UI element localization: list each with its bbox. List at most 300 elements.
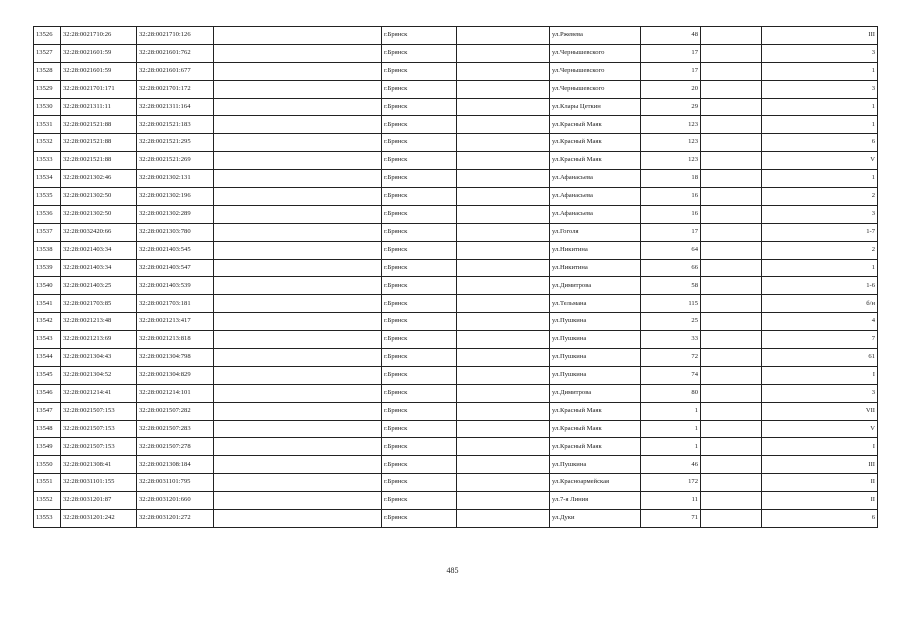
object-cadastral-number-cell: 32:28:0021214:101	[137, 384, 214, 402]
empty-cell	[457, 44, 550, 62]
row-number-cell: 13547	[34, 402, 61, 420]
empty-cell	[457, 349, 550, 367]
empty-cell	[457, 366, 550, 384]
object-cadastral-number-cell: 32:28:0021403:539	[137, 277, 214, 295]
row-number-cell: 13542	[34, 313, 61, 331]
empty-cell	[701, 223, 762, 241]
city-cell: г.Брянск	[382, 223, 457, 241]
house-number-cell: 123	[641, 116, 701, 134]
row-number-cell: 13545	[34, 366, 61, 384]
empty-cell	[214, 456, 382, 474]
table-row	[34, 134, 878, 152]
house-number-cell: 48	[641, 27, 701, 45]
row-number-cell: 13551	[34, 474, 61, 492]
street-cell: ул.Афанасьева	[550, 205, 641, 223]
empty-cell	[457, 510, 550, 528]
house-number-cell: 74	[641, 366, 701, 384]
building-cell: 3	[762, 44, 878, 62]
land-cadastral-number-cell: 32:28:0021311:11	[61, 98, 137, 116]
empty-cell	[701, 510, 762, 528]
object-cadastral-number-cell: 32:28:0031101:795	[137, 474, 214, 492]
object-cadastral-number-cell: 32:28:0021403:547	[137, 259, 214, 277]
table-row	[34, 492, 878, 510]
empty-cell	[701, 402, 762, 420]
property-registry-table	[33, 26, 878, 528]
city-cell: г.Брянск	[382, 349, 457, 367]
object-cadastral-number-cell: 32:28:0021302:131	[137, 170, 214, 188]
empty-cell	[214, 170, 382, 188]
street-cell: ул.Красный Маяк	[550, 438, 641, 456]
street-cell: ул.Красный Маяк	[550, 134, 641, 152]
empty-cell	[701, 27, 762, 45]
city-cell: г.Брянск	[382, 259, 457, 277]
object-cadastral-number-cell: 32:28:0021304:829	[137, 366, 214, 384]
street-cell: ул.7-я Линия	[550, 492, 641, 510]
house-number-cell: 18	[641, 170, 701, 188]
empty-cell	[457, 80, 550, 98]
city-cell: г.Брянск	[382, 492, 457, 510]
city-cell: г.Брянск	[382, 116, 457, 134]
street-cell: ул.Димитрова	[550, 384, 641, 402]
empty-cell	[214, 98, 382, 116]
house-number-cell: 71	[641, 510, 701, 528]
land-cadastral-number-cell: 32:28:0021521:88	[61, 116, 137, 134]
city-cell: г.Брянск	[382, 27, 457, 45]
empty-cell	[457, 295, 550, 313]
row-number-cell: 13550	[34, 456, 61, 474]
city-cell: г.Брянск	[382, 474, 457, 492]
empty-cell	[701, 259, 762, 277]
land-cadastral-number-cell: 32:28:0031201:87	[61, 492, 137, 510]
street-cell: ул.Красный Маяк	[550, 402, 641, 420]
empty-cell	[214, 402, 382, 420]
house-number-cell: 20	[641, 80, 701, 98]
empty-cell	[214, 188, 382, 206]
city-cell: г.Брянск	[382, 456, 457, 474]
row-number-cell: 13530	[34, 98, 61, 116]
empty-cell	[701, 134, 762, 152]
street-cell: ул.Димитрова	[550, 277, 641, 295]
building-cell: V	[762, 420, 878, 438]
row-number-cell: 13552	[34, 492, 61, 510]
empty-cell	[701, 438, 762, 456]
street-cell: ул.Красный Маяк	[550, 152, 641, 170]
land-cadastral-number-cell: 32:28:0021302:50	[61, 188, 137, 206]
table-row	[34, 402, 878, 420]
land-cadastral-number-cell: 32:28:0021507:153	[61, 402, 137, 420]
empty-cell	[457, 384, 550, 402]
land-cadastral-number-cell: 32:28:0021601:59	[61, 62, 137, 80]
land-cadastral-number-cell: 32:28:0021701:171	[61, 80, 137, 98]
table-row	[34, 474, 878, 492]
empty-cell	[214, 152, 382, 170]
row-number-cell: 13553	[34, 510, 61, 528]
page-number: 485	[446, 566, 459, 575]
empty-cell	[701, 241, 762, 259]
empty-cell	[457, 259, 550, 277]
city-cell: г.Брянск	[382, 80, 457, 98]
empty-cell	[701, 366, 762, 384]
city-cell: г.Брянск	[382, 205, 457, 223]
empty-cell	[457, 456, 550, 474]
table-body	[34, 27, 878, 528]
table-row	[34, 366, 878, 384]
empty-cell	[457, 170, 550, 188]
object-cadastral-number-cell: 32:28:0021701:172	[137, 80, 214, 98]
object-cadastral-number-cell: 32:28:0021507:283	[137, 420, 214, 438]
empty-cell	[701, 44, 762, 62]
row-number-cell: 13544	[34, 349, 61, 367]
street-cell: ул.Пушкина	[550, 313, 641, 331]
house-number-cell: 123	[641, 152, 701, 170]
land-cadastral-number-cell: 32:28:0032420:66	[61, 223, 137, 241]
empty-cell	[701, 188, 762, 206]
city-cell: г.Брянск	[382, 134, 457, 152]
empty-cell	[701, 474, 762, 492]
house-number-cell: 172	[641, 474, 701, 492]
table-row	[34, 98, 878, 116]
object-cadastral-number-cell: 32:28:0021308:184	[137, 456, 214, 474]
object-cadastral-number-cell: 32:28:0021403:545	[137, 241, 214, 259]
house-number-cell: 123	[641, 134, 701, 152]
house-number-cell: 72	[641, 349, 701, 367]
land-cadastral-number-cell: 32:28:0021302:46	[61, 170, 137, 188]
house-number-cell: 11	[641, 492, 701, 510]
street-cell: ул.Афанасьева	[550, 188, 641, 206]
empty-cell	[701, 331, 762, 349]
empty-cell	[457, 331, 550, 349]
empty-cell	[701, 98, 762, 116]
empty-cell	[214, 295, 382, 313]
object-cadastral-number-cell: 32:28:0021302:196	[137, 188, 214, 206]
empty-cell	[701, 313, 762, 331]
house-number-cell: 66	[641, 259, 701, 277]
house-number-cell: 17	[641, 223, 701, 241]
house-number-cell: 115	[641, 295, 701, 313]
empty-cell	[457, 438, 550, 456]
empty-cell	[457, 205, 550, 223]
table-row	[34, 80, 878, 98]
building-cell: 1	[762, 259, 878, 277]
empty-cell	[457, 98, 550, 116]
table-row	[34, 116, 878, 134]
empty-cell	[701, 205, 762, 223]
house-number-cell: 80	[641, 384, 701, 402]
empty-cell	[701, 277, 762, 295]
city-cell: г.Брянск	[382, 402, 457, 420]
object-cadastral-number-cell: 32:28:0021703:181	[137, 295, 214, 313]
house-number-cell: 17	[641, 62, 701, 80]
empty-cell	[701, 62, 762, 80]
city-cell: г.Брянск	[382, 241, 457, 259]
row-number-cell: 13534	[34, 170, 61, 188]
house-number-cell: 29	[641, 98, 701, 116]
empty-cell	[457, 116, 550, 134]
house-number-cell: 16	[641, 205, 701, 223]
land-cadastral-number-cell: 32:28:0021507:153	[61, 420, 137, 438]
table-row	[34, 313, 878, 331]
house-number-cell: 17	[641, 44, 701, 62]
empty-cell	[214, 438, 382, 456]
empty-cell	[214, 134, 382, 152]
building-cell: II	[762, 492, 878, 510]
row-number-cell: 13549	[34, 438, 61, 456]
empty-cell	[701, 420, 762, 438]
building-cell: III	[762, 27, 878, 45]
house-number-cell: 64	[641, 241, 701, 259]
object-cadastral-number-cell: 32:28:0021302:289	[137, 205, 214, 223]
empty-cell	[214, 349, 382, 367]
empty-cell	[701, 349, 762, 367]
building-cell: б/н	[762, 295, 878, 313]
object-cadastral-number-cell: 32:28:0021601:677	[137, 62, 214, 80]
table-row	[34, 420, 878, 438]
table-row	[34, 27, 878, 45]
empty-cell	[701, 170, 762, 188]
empty-cell	[214, 384, 382, 402]
land-cadastral-number-cell: 32:28:0021601:59	[61, 44, 137, 62]
object-cadastral-number-cell: 32:28:0021601:762	[137, 44, 214, 62]
row-number-cell: 13529	[34, 80, 61, 98]
empty-cell	[457, 188, 550, 206]
building-cell: I	[762, 366, 878, 384]
table-row	[34, 331, 878, 349]
building-cell: 1	[762, 116, 878, 134]
land-cadastral-number-cell: 32:28:0021302:50	[61, 205, 137, 223]
row-number-cell: 13540	[34, 277, 61, 295]
empty-cell	[214, 116, 382, 134]
table-row	[34, 188, 878, 206]
city-cell: г.Брянск	[382, 295, 457, 313]
object-cadastral-number-cell: 32:28:0021304:798	[137, 349, 214, 367]
land-cadastral-number-cell: 32:28:0021703:85	[61, 295, 137, 313]
building-cell: 1	[762, 62, 878, 80]
house-number-cell: 1	[641, 438, 701, 456]
street-cell: ул.Никитина	[550, 241, 641, 259]
object-cadastral-number-cell: 32:28:0031201:660	[137, 492, 214, 510]
building-cell: 3	[762, 384, 878, 402]
table-row	[34, 152, 878, 170]
row-number-cell: 13548	[34, 420, 61, 438]
table-row	[34, 205, 878, 223]
empty-cell	[701, 456, 762, 474]
empty-cell	[457, 420, 550, 438]
empty-cell	[214, 277, 382, 295]
building-cell: 1	[762, 98, 878, 116]
street-cell: ул.Красный Маяк	[550, 116, 641, 134]
empty-cell	[457, 62, 550, 80]
empty-cell	[457, 492, 550, 510]
building-cell: I	[762, 438, 878, 456]
empty-cell	[214, 259, 382, 277]
table-row	[34, 223, 878, 241]
row-number-cell: 13532	[34, 134, 61, 152]
land-cadastral-number-cell: 32:28:0021214:41	[61, 384, 137, 402]
street-cell: ул.Чернышевского	[550, 44, 641, 62]
object-cadastral-number-cell: 32:28:0021521:183	[137, 116, 214, 134]
table-row	[34, 295, 878, 313]
empty-cell	[701, 384, 762, 402]
empty-cell	[457, 223, 550, 241]
empty-cell	[457, 152, 550, 170]
building-cell: 3	[762, 205, 878, 223]
land-cadastral-number-cell: 32:28:0021213:69	[61, 331, 137, 349]
city-cell: г.Брянск	[382, 44, 457, 62]
house-number-cell: 58	[641, 277, 701, 295]
table-row	[34, 44, 878, 62]
house-number-cell: 33	[641, 331, 701, 349]
empty-cell	[457, 134, 550, 152]
table-row	[34, 170, 878, 188]
land-cadastral-number-cell: 32:28:0021403:34	[61, 241, 137, 259]
row-number-cell: 13538	[34, 241, 61, 259]
empty-cell	[701, 116, 762, 134]
empty-cell	[214, 510, 382, 528]
table-row	[34, 241, 878, 259]
building-cell: 2	[762, 188, 878, 206]
street-cell: ул.Гоголя	[550, 223, 641, 241]
table-row	[34, 384, 878, 402]
building-cell: 7	[762, 331, 878, 349]
empty-cell	[701, 80, 762, 98]
row-number-cell: 13541	[34, 295, 61, 313]
city-cell: г.Брянск	[382, 438, 457, 456]
street-cell: ул.Клары Цеткин	[550, 98, 641, 116]
city-cell: г.Брянск	[382, 384, 457, 402]
table-row	[34, 349, 878, 367]
empty-cell	[214, 62, 382, 80]
house-number-cell: 25	[641, 313, 701, 331]
land-cadastral-number-cell: 32:28:0031201:242	[61, 510, 137, 528]
empty-cell	[457, 402, 550, 420]
land-cadastral-number-cell: 32:28:0021304:43	[61, 349, 137, 367]
object-cadastral-number-cell: 32:28:0021710:126	[137, 27, 214, 45]
house-number-cell: 16	[641, 188, 701, 206]
land-cadastral-number-cell: 32:28:0021403:25	[61, 277, 137, 295]
object-cadastral-number-cell: 32:28:0021311:164	[137, 98, 214, 116]
street-cell: ул.Никитина	[550, 259, 641, 277]
building-cell: VII	[762, 402, 878, 420]
street-cell: ул.Красноармейская	[550, 474, 641, 492]
land-cadastral-number-cell: 32:28:0021710:26	[61, 27, 137, 45]
empty-cell	[701, 492, 762, 510]
row-number-cell: 13526	[34, 27, 61, 45]
table-row	[34, 438, 878, 456]
row-number-cell: 13531	[34, 116, 61, 134]
street-cell: ул.Дуки	[550, 510, 641, 528]
city-cell: г.Брянск	[382, 420, 457, 438]
row-number-cell: 13537	[34, 223, 61, 241]
object-cadastral-number-cell: 32:28:0021303:780	[137, 223, 214, 241]
city-cell: г.Брянск	[382, 313, 457, 331]
building-cell: 1	[762, 170, 878, 188]
object-cadastral-number-cell: 32:28:0021213:417	[137, 313, 214, 331]
object-cadastral-number-cell: 32:28:0021507:278	[137, 438, 214, 456]
land-cadastral-number-cell: 32:28:0021304:52	[61, 366, 137, 384]
street-cell: ул.Красный Маяк	[550, 420, 641, 438]
empty-cell	[457, 313, 550, 331]
street-cell: ул.Тельмана	[550, 295, 641, 313]
empty-cell	[457, 474, 550, 492]
table-row	[34, 510, 878, 528]
building-cell: III	[762, 456, 878, 474]
street-cell: ул.Пушкина	[550, 456, 641, 474]
house-number-cell: 46	[641, 456, 701, 474]
empty-cell	[214, 80, 382, 98]
city-cell: г.Брянск	[382, 331, 457, 349]
street-cell: ул.Пушкина	[550, 349, 641, 367]
empty-cell	[457, 277, 550, 295]
empty-cell	[214, 205, 382, 223]
city-cell: г.Брянск	[382, 188, 457, 206]
building-cell: II	[762, 474, 878, 492]
object-cadastral-number-cell: 32:28:0021507:282	[137, 402, 214, 420]
empty-cell	[214, 27, 382, 45]
row-number-cell: 13539	[34, 259, 61, 277]
building-cell: 1-7	[762, 223, 878, 241]
street-cell: ул.Афанасьева	[550, 170, 641, 188]
land-cadastral-number-cell: 32:28:0021521:88	[61, 134, 137, 152]
object-cadastral-number-cell: 32:28:0021213:818	[137, 331, 214, 349]
table-row	[34, 277, 878, 295]
object-cadastral-number-cell: 32:28:0021521:269	[137, 152, 214, 170]
house-number-cell: 1	[641, 402, 701, 420]
empty-cell	[214, 331, 382, 349]
building-cell: V	[762, 152, 878, 170]
row-number-cell: 13527	[34, 44, 61, 62]
table-row	[34, 456, 878, 474]
empty-cell	[214, 420, 382, 438]
city-cell: г.Брянск	[382, 277, 457, 295]
row-number-cell: 13536	[34, 205, 61, 223]
empty-cell	[214, 44, 382, 62]
empty-cell	[701, 295, 762, 313]
city-cell: г.Брянск	[382, 510, 457, 528]
land-cadastral-number-cell: 32:28:0021403:34	[61, 259, 137, 277]
building-cell: 4	[762, 313, 878, 331]
building-cell: 1-6	[762, 277, 878, 295]
land-cadastral-number-cell: 32:28:0021308:41	[61, 456, 137, 474]
city-cell: г.Брянск	[382, 152, 457, 170]
empty-cell	[457, 27, 550, 45]
row-number-cell: 13528	[34, 62, 61, 80]
house-number-cell: 1	[641, 420, 701, 438]
street-cell: ул.Чернышевского	[550, 62, 641, 80]
empty-cell	[214, 492, 382, 510]
building-cell: 6	[762, 510, 878, 528]
land-cadastral-number-cell: 32:28:0021213:48	[61, 313, 137, 331]
row-number-cell: 13533	[34, 152, 61, 170]
empty-cell	[214, 366, 382, 384]
city-cell: г.Брянск	[382, 366, 457, 384]
city-cell: г.Брянск	[382, 98, 457, 116]
empty-cell	[214, 241, 382, 259]
table-row	[34, 259, 878, 277]
building-cell: 2	[762, 241, 878, 259]
land-cadastral-number-cell: 32:28:0031101:155	[61, 474, 137, 492]
object-cadastral-number-cell: 32:28:0021521:295	[137, 134, 214, 152]
empty-cell	[214, 223, 382, 241]
empty-cell	[214, 313, 382, 331]
street-cell: ул.Пушкина	[550, 366, 641, 384]
table-row	[34, 62, 878, 80]
object-cadastral-number-cell: 32:28:0031201:272	[137, 510, 214, 528]
building-cell: 61	[762, 349, 878, 367]
building-cell: 6	[762, 134, 878, 152]
empty-cell	[214, 474, 382, 492]
street-cell: ул.Чернышевского	[550, 80, 641, 98]
land-cadastral-number-cell: 32:28:0021521:88	[61, 152, 137, 170]
